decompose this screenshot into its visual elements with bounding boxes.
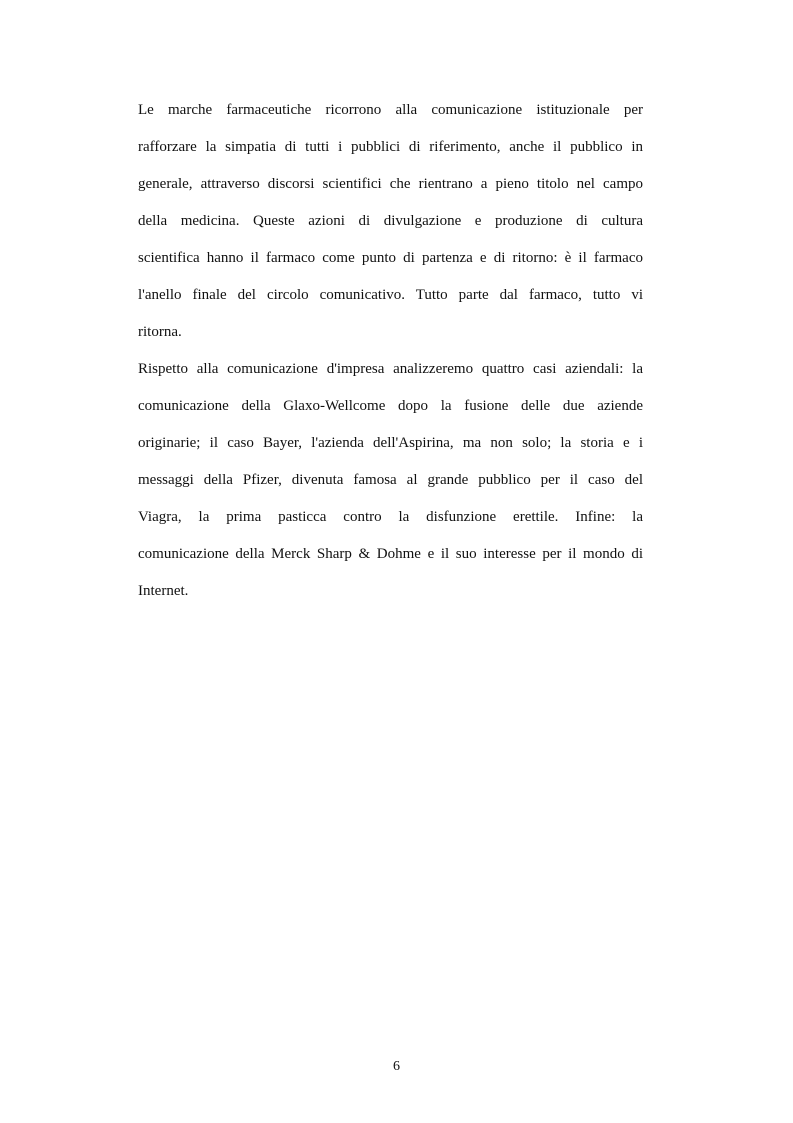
text-line: originarie; il caso Bayer, l'azienda dell'Aspirina, ma non solo; la storia e i <box>138 435 643 451</box>
text-line: Viagra, la prima pasticca contro la disfunzione erettile. Infine: la <box>138 509 643 525</box>
text-line: Internet. <box>138 583 189 599</box>
paragraph-2 <box>138 351 643 610</box>
text-line: Le marche farmaceutiche ricorrono alla comunicazione istituzionale per <box>138 102 643 118</box>
paragraph-1 <box>138 92 643 351</box>
text-line: rafforzare la simpatia di tutti i pubblici di riferimento, anche il pubblico in <box>138 139 643 155</box>
page-number: 6 <box>393 1059 400 1074</box>
text-line: comunicazione della Glaxo-Wellcome dopo la fusione delle due aziende <box>138 398 643 414</box>
text-line: ritorna. <box>138 324 182 340</box>
text-line: messaggi della Pfizer, divenuta famosa al grande pubblico per il caso del <box>138 472 643 488</box>
body-text <box>138 92 643 610</box>
text-line: Rispetto alla comunicazione d'impresa analizzeremo quattro casi aziendali: la <box>138 361 643 377</box>
text-line: scientifica hanno il farmaco come punto di partenza e di ritorno: è il farmaco <box>138 250 643 266</box>
text-line: della medicina. Queste azioni di divulgazione e produzione di cultura <box>138 213 643 229</box>
text-line: l'anello finale del circolo comunicativo. Tutto parte dal farmaco, tutto vi <box>138 287 643 303</box>
text-line: generale, attraverso discorsi scientifici che rientrano a pieno titolo nel campo <box>138 176 643 192</box>
text-line: comunicazione della Merck Sharp & Dohme e il suo interesse per il mondo di <box>138 546 643 562</box>
